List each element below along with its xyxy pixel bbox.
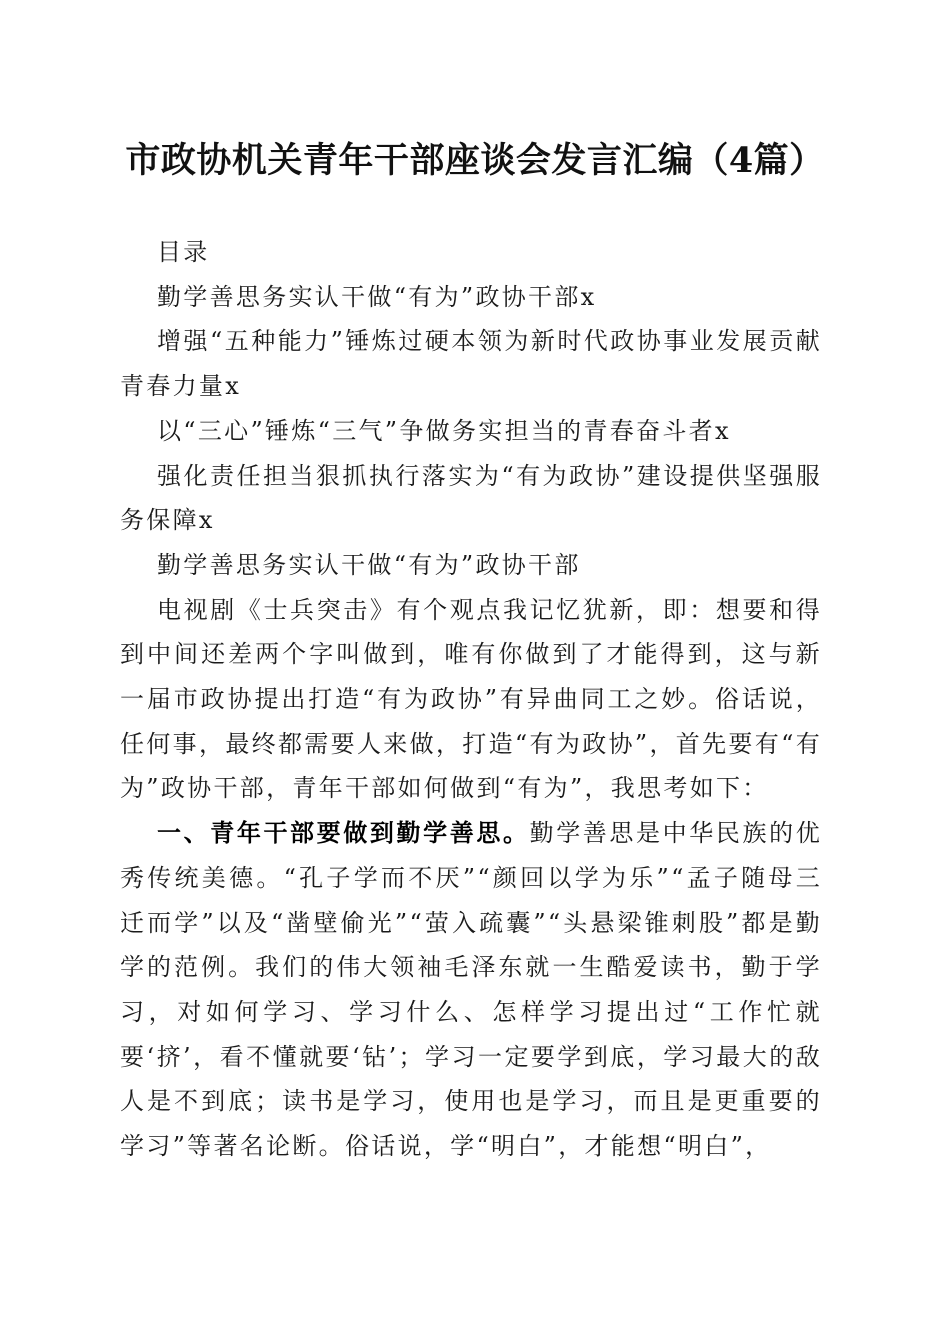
toc-item[interactable]: 以“三心”锤炼“三气”争做务实担当的青春奋斗者x: [157, 416, 731, 445]
section-text: 勤学善思是中华民族的优秀传统美德。“孔子学而不厌”“颜回以学为乐”“孟子随母三迁而学”以及“凿壁偷光”“萤入疏囊”“头悬梁锥刺股”都是勤学的范例。我们的伟大领袖毛泽东就一生酷爱读书，勤于学习，对如何学习、学习什么、怎样学习提出过“工作忙就要‘挤’，看不懂就要‘钻’；学习一定要学到底，学习最大的敌人是不到底；读书是学习，使用也是学习，而且是更重要的学习”等著名论断。俗话说，学“明白”，才能想“明白”，: [120, 819, 822, 1161]
document-body: [120, 230, 822, 1169]
article-title: 勤学善思务实认干做“有为”政协干部: [157, 550, 581, 579]
section-heading: 一、青年干部要做到勤学善思。: [157, 819, 530, 848]
toc-item[interactable]: 增强“五种能力”锤炼过硬本领为新时代政协事业发展贡献青春力量x: [120, 327, 822, 401]
article-intro-paragraph: 电视剧《士兵突击》有个观点我记忆犹新，即：想要和得到中间还差两个字叫做到，唯有你做到了才能得到，这与新一届市政协提出打造“有为政协”有异曲同工之妙。俗话说，任何事，最终都需要人来做，打造“有为政协”，首先要有“有为”政协干部，青年干部如何做到“有为”，我思考如下：: [120, 595, 822, 803]
document-title: 市政协机关青年干部座谈会发言汇编（4篇）: [125, 140, 825, 181]
toc-item[interactable]: 强化责任担当狠抓执行落实为“有为政协”建设提供坚强服务保障x: [120, 461, 822, 535]
toc-heading: 目录: [157, 238, 210, 266]
article-section-paragraph: [120, 811, 822, 1169]
toc-item[interactable]: 勤学善思务实认干做“有为”政协干部x: [157, 282, 597, 311]
